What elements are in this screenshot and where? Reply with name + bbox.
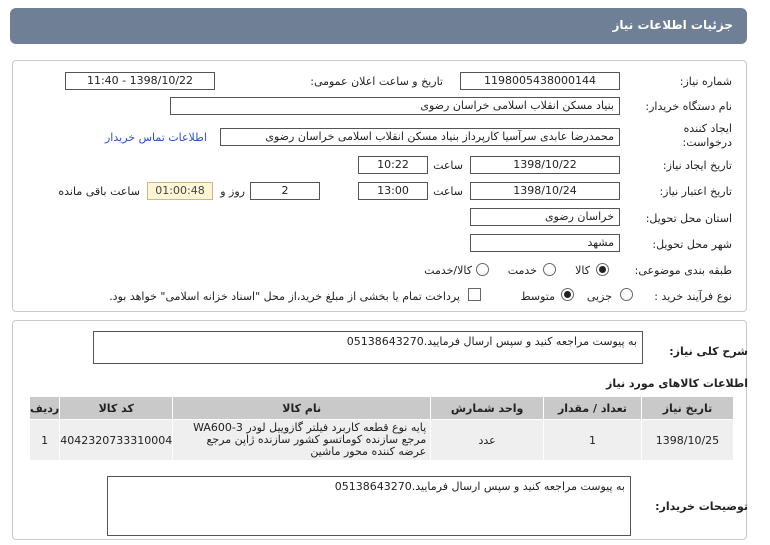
- province-label: استان محل تحویل:: [645, 212, 732, 225]
- buyer-contact-link[interactable]: اطلاعات تماس خریدار: [105, 131, 207, 144]
- created-time-label: ساعت: [433, 159, 463, 172]
- need-number-label: شماره نیاز:: [679, 75, 732, 88]
- announce-field: 1398/10/22 - 11:40: [65, 72, 215, 90]
- buyer-notes-field: به پیوست مراجعه کنید و سپس ارسال فرمایید.05138643270: [107, 476, 631, 536]
- items-section-title: اطلاعات کالاهای مورد نیاز: [606, 377, 748, 390]
- city-label: شهر محل تحویل:: [652, 238, 732, 251]
- process-radio-minor[interactable]: [620, 288, 633, 301]
- buyer-field: بنیاد مسکن انقلاب اسلامی خراسان رضوی: [170, 97, 620, 115]
- category-option-goods: کالا: [575, 264, 590, 277]
- created-label: تاریخ ایجاد نیاز:: [662, 159, 732, 172]
- creator-label-1: ایجاد کننده: [683, 122, 732, 135]
- table-row: [30, 420, 734, 461]
- general-desc-field: به پیوست مراجعه کنید و سپس ارسال فرمایید.05138643270: [93, 331, 643, 364]
- general-desc-label: شرح کلی نیاز:: [669, 345, 748, 358]
- province-field: خراسان رضوی: [470, 208, 620, 226]
- cell-name: پایه نوع قطعه کاربرد فیلتر گازوییل لودر WA600-3 مرجع سازنده کوماتسو کشور سازنده ژاپن مرجع عرضه کننده محور ماشین: [173, 420, 431, 461]
- created-date-field: 1398/10/22: [470, 156, 620, 174]
- col-name: نام کالا: [173, 397, 431, 420]
- buyer-notes-label: توضیحات خریدار:: [655, 500, 748, 513]
- col-qty: تعداد / مقدار: [543, 397, 641, 420]
- validity-label: تاریخ اعتبار نیاز:: [659, 185, 732, 198]
- cell-code: 4042320733310004: [60, 420, 173, 461]
- validity-days-label: روز و: [220, 185, 245, 198]
- items-table-header: [30, 397, 734, 420]
- page-header: [10, 8, 747, 44]
- col-row: ردیف: [30, 397, 60, 420]
- process-option-medium: متوسط: [520, 290, 555, 303]
- buyer-label: نام دستگاه خریدار:: [645, 100, 732, 113]
- cell-row: 1: [30, 420, 60, 461]
- process-label: نوع فرآیند خرید :: [654, 290, 732, 303]
- treasury-checkbox[interactable]: [468, 288, 481, 301]
- process-radio-medium[interactable]: [561, 288, 574, 301]
- category-option-service: خدمت: [507, 264, 537, 277]
- validity-date-field: 1398/10/24: [470, 182, 620, 200]
- cell-qty: 1: [543, 420, 641, 461]
- creator-field: محمدرضا عابدی سرآسیا کارپرداز بنیاد مسکن انقلاب اسلامی خراسان رضوی: [220, 128, 620, 146]
- remaining-time-field: 01:00:48: [147, 182, 213, 200]
- remaining-time-label: ساعت باقی مانده: [58, 185, 140, 198]
- need-number-field: 1198005438000144: [460, 72, 620, 90]
- cell-date: 1398/10/25: [641, 420, 733, 461]
- validity-time-field: 13:00: [358, 182, 428, 200]
- announce-label: تاریخ و ساعت اعلان عمومی:: [310, 75, 443, 88]
- process-option-minor: جزیی: [586, 290, 612, 303]
- category-radio-service[interactable]: [543, 263, 556, 276]
- items-table: [29, 396, 734, 461]
- creator-label-2: درخواست:: [682, 136, 732, 149]
- category-option-both: کالا/خدمت: [424, 264, 472, 277]
- category-radio-both[interactable]: [476, 263, 489, 276]
- cell-unit: عدد: [431, 420, 544, 461]
- validity-days-field: 2: [250, 182, 320, 200]
- col-code: کد کالا: [60, 397, 173, 420]
- treasury-note: پرداخت تمام یا بخشی از مبلغ خرید،از محل "اسناد خزانه اسلامی" خواهد بود.: [109, 290, 460, 303]
- category-label: طبقه بندی موضوعی:: [634, 264, 732, 277]
- validity-time-label: ساعت: [433, 185, 463, 198]
- col-date: تاریخ نیاز: [641, 397, 733, 420]
- col-unit: واحد شمارش: [431, 397, 544, 420]
- category-radio-goods[interactable]: [596, 263, 609, 276]
- city-field: مشهد: [470, 234, 620, 252]
- page-title: جزئیات اطلاعات نیاز: [612, 18, 733, 32]
- created-time-field: 10:22: [358, 156, 428, 174]
